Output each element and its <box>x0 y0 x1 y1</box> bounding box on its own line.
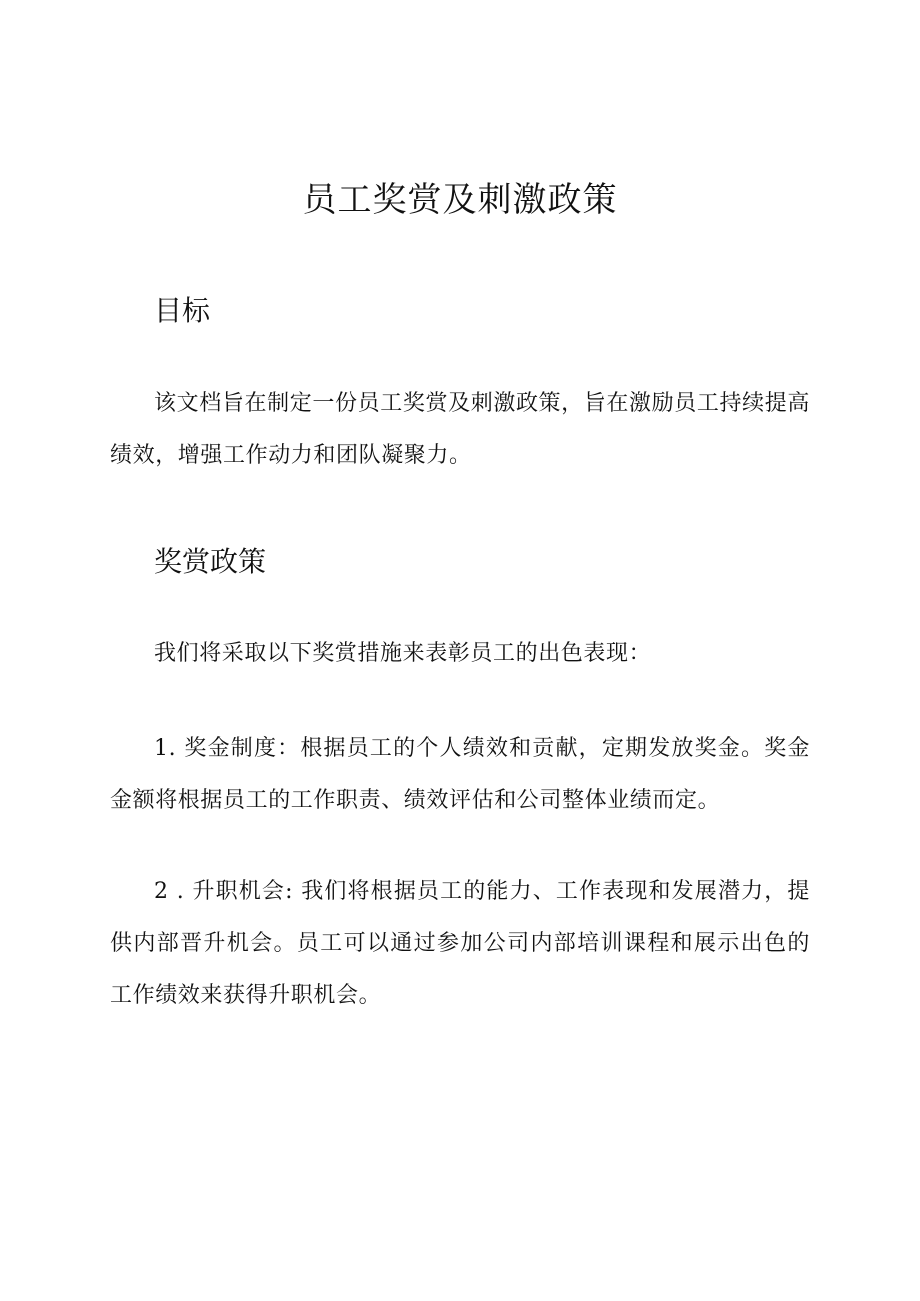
promotion-paragraph: 2 . 升职机会: 我们将根据员工的能力、工作表现和发展潜力，提供内部晋升机会。员工可以通过参加公司内部培训课程和展示出色的工作绩效来获得升职机会。 <box>110 879 810 1008</box>
section-heading-goal: 目标 <box>154 294 211 327</box>
section-heading-reward-policy: 奖赏政策 <box>154 545 267 578</box>
document-title: 员工奖赏及刺激政策 <box>302 180 618 220</box>
bonus-system-paragraph: 1. 奖金制度：根据员工的个人绩效和贡献，定期发放奖金。奖金金额将根据员工的工作职责、绩效评估和公司整体业绩而定。 <box>110 736 810 813</box>
goal-paragraph: 该文档旨在制定一份员工奖赏及刺激政策，旨在激励员工持续提高绩效，增强工作动力和团队凝聚力。 <box>110 391 810 468</box>
reward-intro-paragraph: 我们将采取以下奖赏措施来表彰员工的出色表现： <box>154 641 652 666</box>
